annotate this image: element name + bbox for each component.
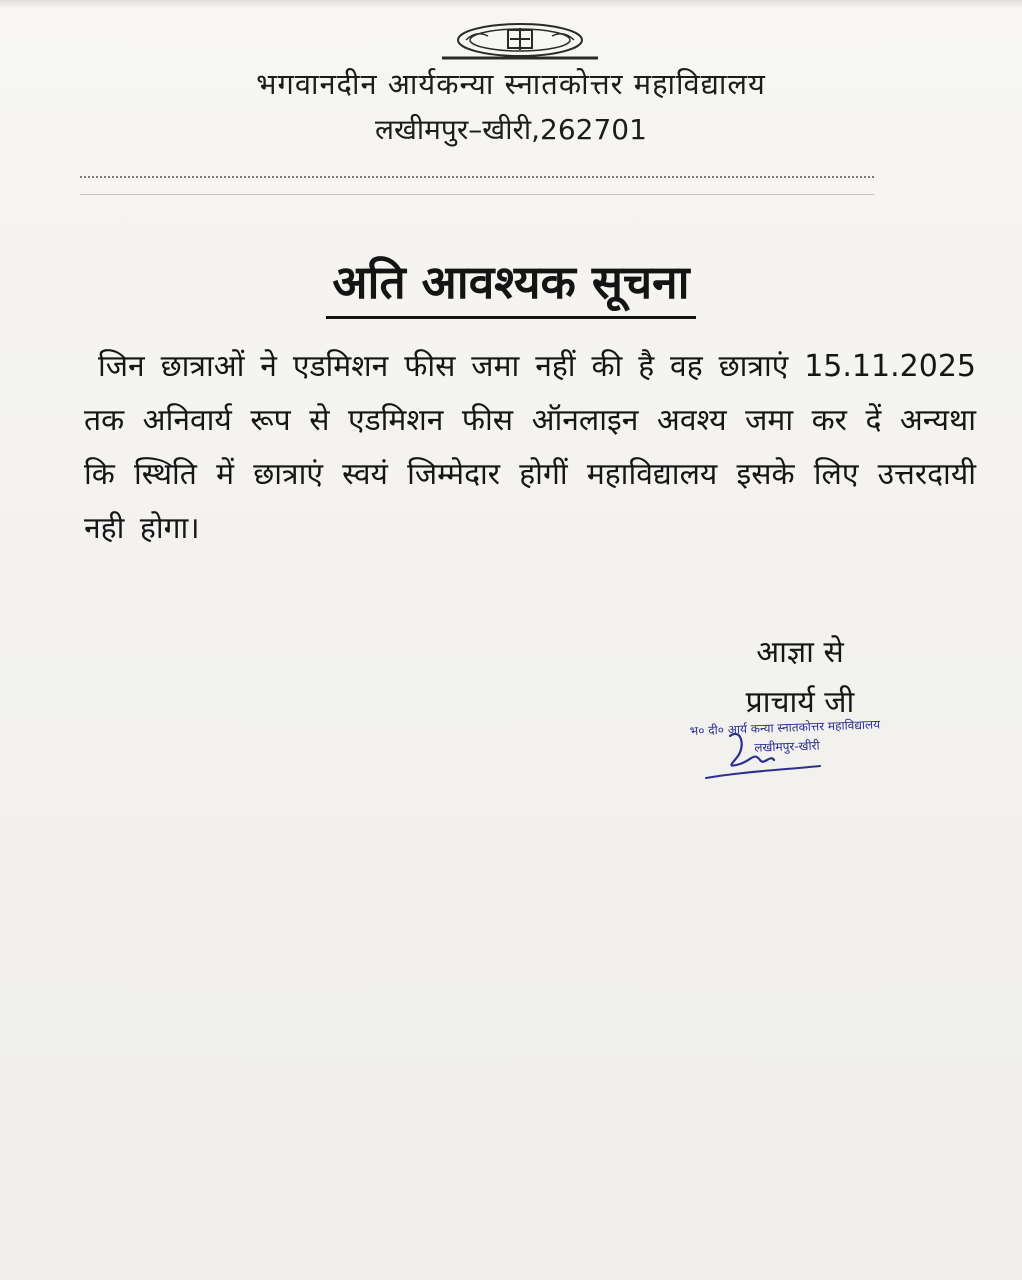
header-divider — [80, 176, 874, 178]
scan-shadow — [0, 0, 1022, 8]
notice-title-text: अति आवश्यक सूचना — [326, 250, 695, 319]
notice-body: जिन छात्राओं ने एडमिशन फीस जमा नहीं की है वह छात्राएं 15.11.2025 तक अनिवार्य रूप से एडमिशन फीस ऑनलाइन अवश्य जमा कर दें अन्यथा कि स्थिति में छात्राएं स्वयं जिम्मेदार होगीं महाविद्यालय इसके लिए उत्तरदायी नही होगा। — [84, 349, 976, 546]
header-divider-faint — [80, 194, 874, 195]
stamp-line-2: लखीमपुर-खीरी — [754, 738, 820, 755]
principal-title: प्राचार्य जी — [745, 685, 855, 720]
notice-title — [80, 250, 942, 319]
stamp-line-1: भ० दी० आर्य कन्या स्नातकोत्तर महाविद्यालय — [689, 717, 881, 739]
principal-signature — [700, 724, 840, 784]
college-name: भगवानदीन आर्यकन्या स्नातकोत्तर महाविद्यालय — [256, 67, 766, 101]
order-line: आज्ञा से — [756, 635, 844, 670]
college-emblem-icon — [436, 18, 604, 64]
college-address: लखीमपुर–खीरी,262701 — [375, 113, 647, 146]
